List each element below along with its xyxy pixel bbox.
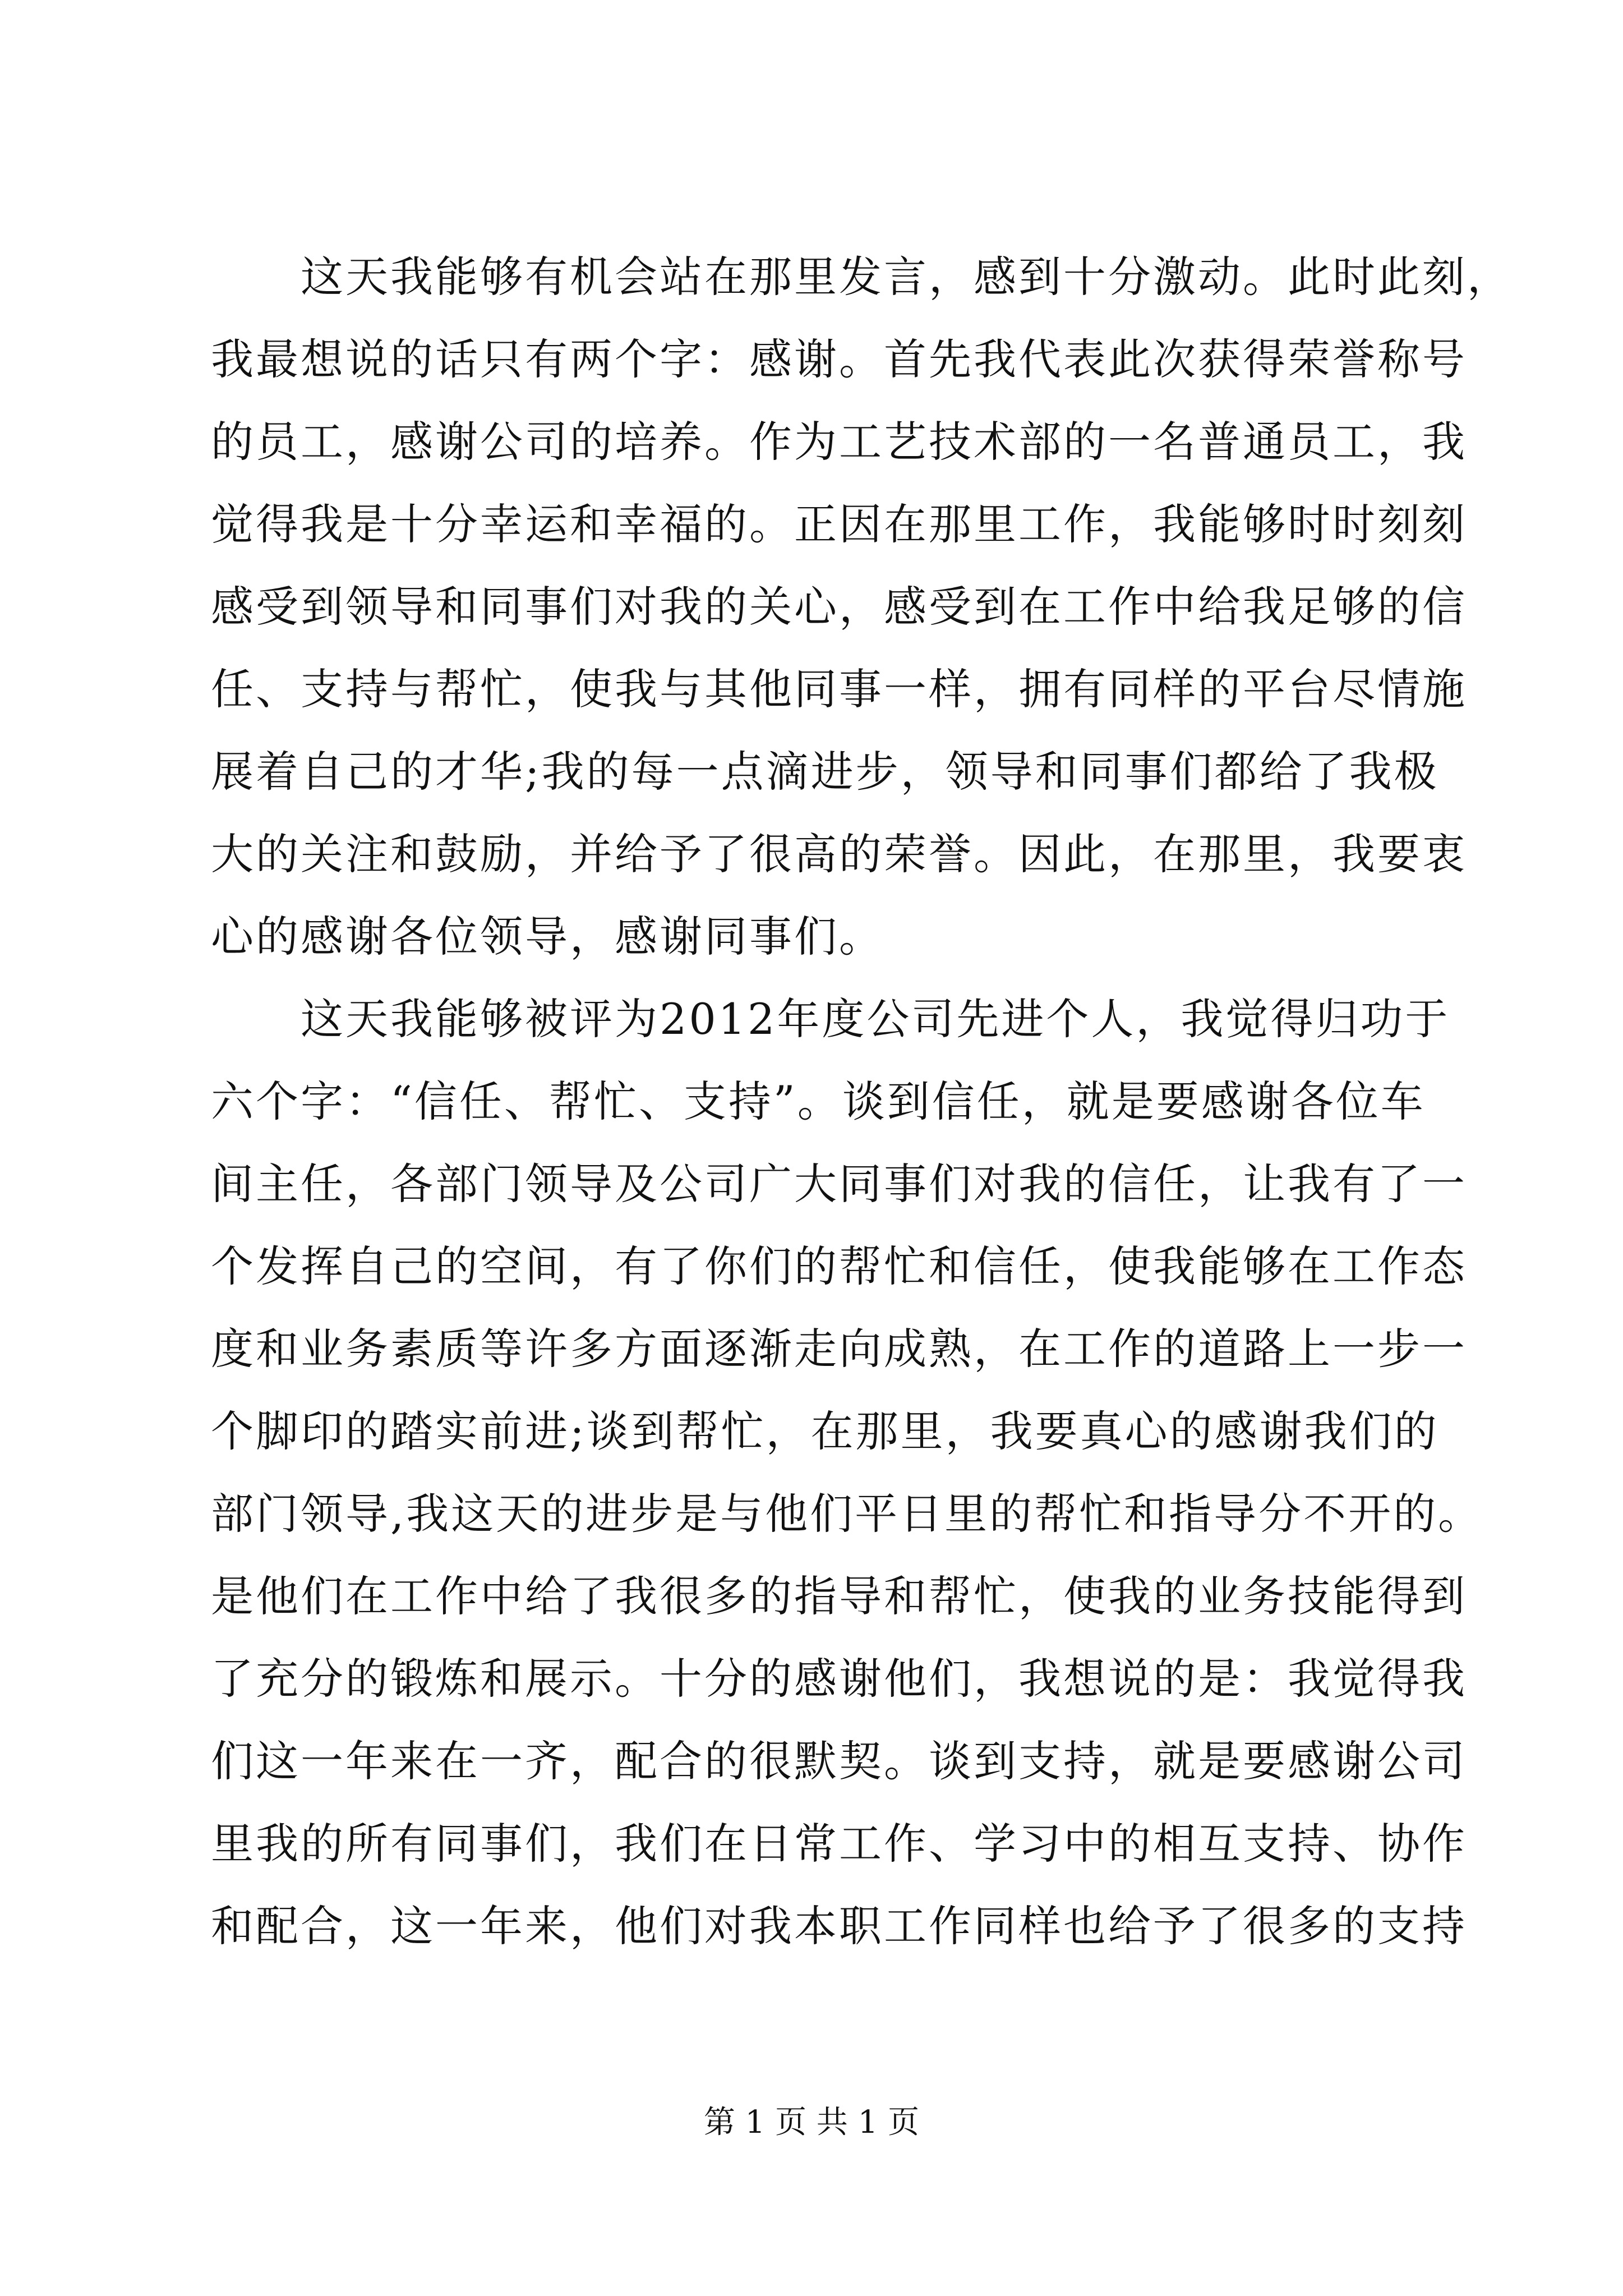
text-line: 感受到领导和同事们对我的关心，感受到在工作中给我足够的信: [211, 582, 1467, 632]
text-line: 部门领导,我这天的进步是与他们平日里的帮忙和指导分不开的。: [211, 1489, 1483, 1539]
text-line: 个发挥自己的空间，有了你们的帮忙和信任，使我能够在工作态: [211, 1241, 1467, 1291]
text-line: 觉得我是十分幸运和幸福的。正因在那里工作，我能够时时刻刻: [211, 499, 1467, 549]
document-body: [211, 236, 1512, 1967]
text-line: 和配合，这一年来，他们对我本职工作同样也给予了很多的支持: [211, 1901, 1467, 1951]
text-line: 们这一年来在一齐，配合的很默契。谈到支持，就是要感谢公司: [211, 1736, 1467, 1786]
text-line: 了充分的锻炼和展示。十分的感谢他们，我想说的是：我觉得我: [211, 1654, 1467, 1704]
text-line: 间主任，各部门领导及公司广大同事们对我的信任，让我有了一: [211, 1159, 1467, 1209]
text-line: 这天我能够被评为2012年度公司先进个人，我觉得归功于: [211, 994, 1450, 1044]
text-line: 的员工，感谢公司的培养。作为工艺技术部的一名普通员工，我: [211, 417, 1467, 467]
text-line: 个脚印的踏实前进;谈到帮忙，在那里，我要真心的感谢我们的: [211, 1406, 1439, 1456]
text-line: 展着自己的才华;我的每一点滴进步，领导和同事们都给了我极: [211, 747, 1439, 797]
text-line: 这天我能够有机会站在那里发言，感到十分激动。此时此刻，: [211, 252, 1512, 302]
text-line: 里我的所有同事们，我们在日常工作、学习中的相互支持、协作: [211, 1819, 1467, 1869]
text-line: 度和业务素质等许多方面逐渐走向成熟，在工作的道路上一步一: [211, 1324, 1467, 1374]
paragraph-2: [211, 978, 1483, 1967]
paragraph-1: [211, 236, 1512, 978]
text-line: 大的关注和鼓励，并给予了很高的荣誉。因此，在那里，我要衷: [211, 829, 1467, 879]
text-line: 是他们在工作中给了我很多的指导和帮忙，使我的业务技能得到: [211, 1571, 1467, 1621]
text-line: 任、支持与帮忙，使我与其他同事一样，拥有同样的平台尽情施: [211, 664, 1467, 714]
page-number-footer: 第 1 页 共 1 页: [703, 2104, 920, 2141]
text-line: 心的感谢各位领导，感谢同事们。: [211, 912, 884, 961]
text-line: 六个字：“信任、帮忙、支持”。谈到信任，就是要感谢各位车: [211, 1076, 1426, 1126]
text-line: 我最想说的话只有两个字：感谢。首先我代表此次获得荣誉称号: [211, 334, 1467, 384]
